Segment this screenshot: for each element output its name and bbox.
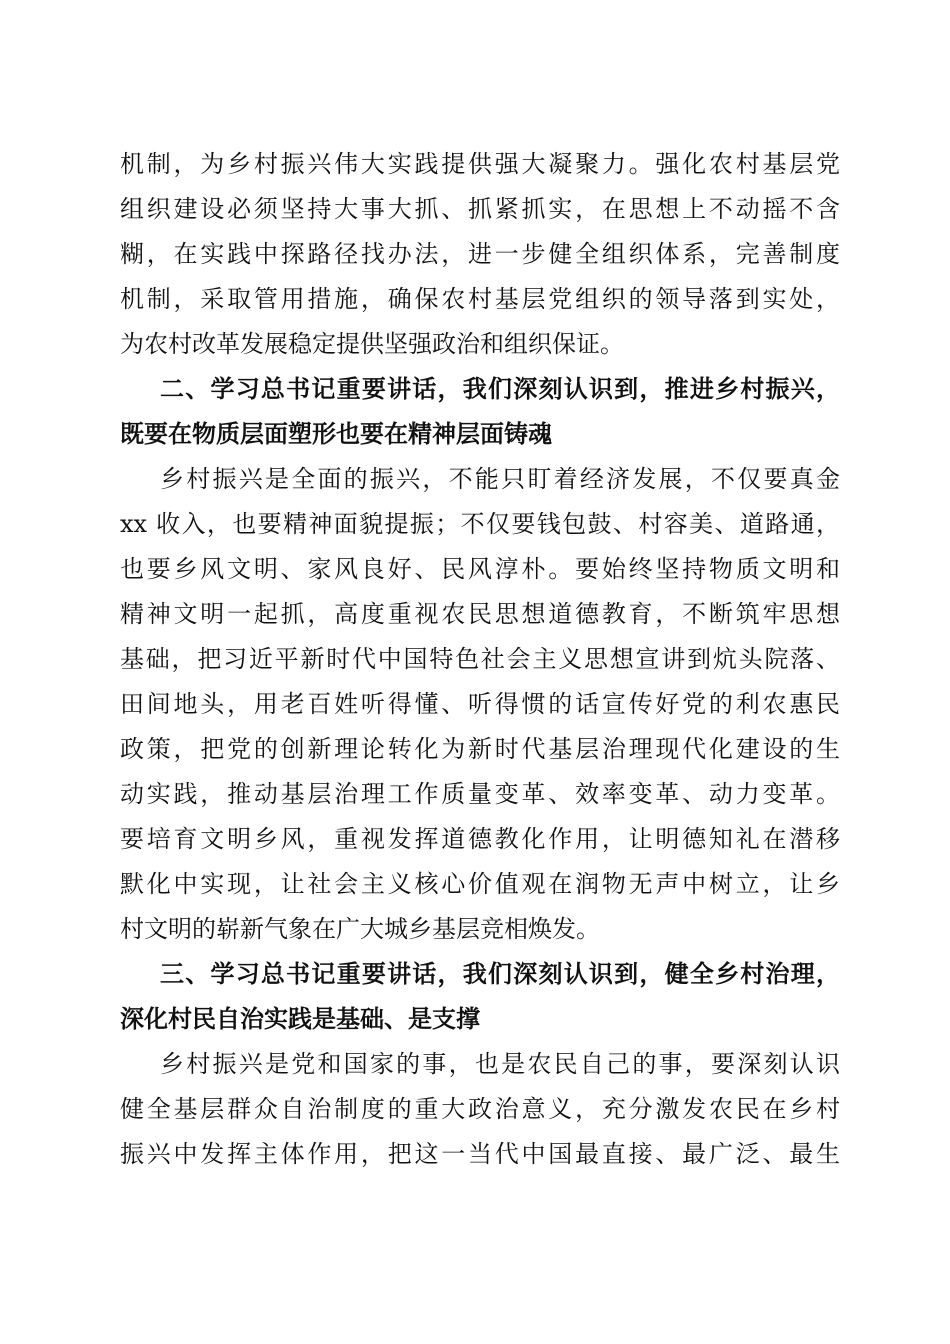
paragraph-2-line: 默化中实现，让社会主义核心价值观在润物无声中树立，让乡: [120, 870, 840, 898]
paragraph-2-line: 动实践，推动基层治理工作质量变革、效率变革、动力变革。: [120, 780, 840, 808]
paragraph-2-line: 也要乡风文明、家风良好、民风淳朴。要始终坚持物质文明和: [120, 555, 840, 583]
paragraph-2-line: xx 收入，也要精神面貌提振；不仅要钱包鼓、村容美、道路通，: [120, 510, 840, 538]
paragraph-2-line: 政策，把党的创新理论转化为新时代基层治理现代化建设的生: [120, 735, 840, 763]
paragraph-1-line: 糊，在实践中探路径找办法，进一步健全组织体系，完善制度: [120, 240, 840, 268]
paragraph-3-line: 乡村振兴是党和国家的事，也是农民自己的事，要深刻认识: [160, 1050, 840, 1078]
paragraph-2-line: 村文明的崭新气象在广大城乡基层竞相焕发。: [120, 915, 600, 943]
paragraph-1-line: 组织建设必须坚持大事大抓、抓紧抓实，在思想上不动摇不含: [120, 195, 840, 223]
section-3-heading: 深化村民自治实践是基础、是支撑: [120, 1005, 480, 1033]
paragraph-2-line: 田间地头，用老百姓听得懂、听得惯的话宣传好党的利农惠民: [120, 690, 840, 718]
paragraph-1-line: 机制，为乡村振兴伟大实践提供强大凝聚力。强化农村基层党: [120, 150, 840, 178]
section-2-heading: 既要在物质层面塑形也要在精神层面铸魂: [120, 420, 552, 448]
paragraph-2-line: 要培育文明乡风，重视发挥道德教化作用，让明德知礼在潜移: [120, 825, 840, 853]
section-2-heading: 二、学习总书记重要讲话，我们深刻认识到，推进乡村振兴，: [160, 375, 840, 403]
section-3-heading: 三、学习总书记重要讲话，我们深刻认识到，健全乡村治理，: [160, 960, 840, 988]
paragraph-3-line: 振兴中发挥主体作用，把这一当代中国最直接、最广泛、最生: [120, 1140, 840, 1168]
paragraph-3-line: 健全基层群众自治制度的重大政治意义，充分激发农民在乡村: [120, 1095, 840, 1123]
paragraph-2-line: 精神文明一起抓，高度重视农民思想道德教育，不断筑牢思想: [120, 600, 840, 628]
paragraph-1-line: 机制，采取管用措施，确保农村基层党组织的领导落到实处，: [120, 285, 840, 313]
paragraph-1-line: 为农村改革发展稳定提供坚强政治和组织保证。: [120, 330, 624, 358]
paragraph-2-line: 基础，把习近平新时代中国特色社会主义思想宣讲到炕头院落、: [120, 645, 840, 673]
paragraph-2-line: 乡村振兴是全面的振兴，不能只盯着经济发展，不仅要真金: [160, 465, 840, 493]
